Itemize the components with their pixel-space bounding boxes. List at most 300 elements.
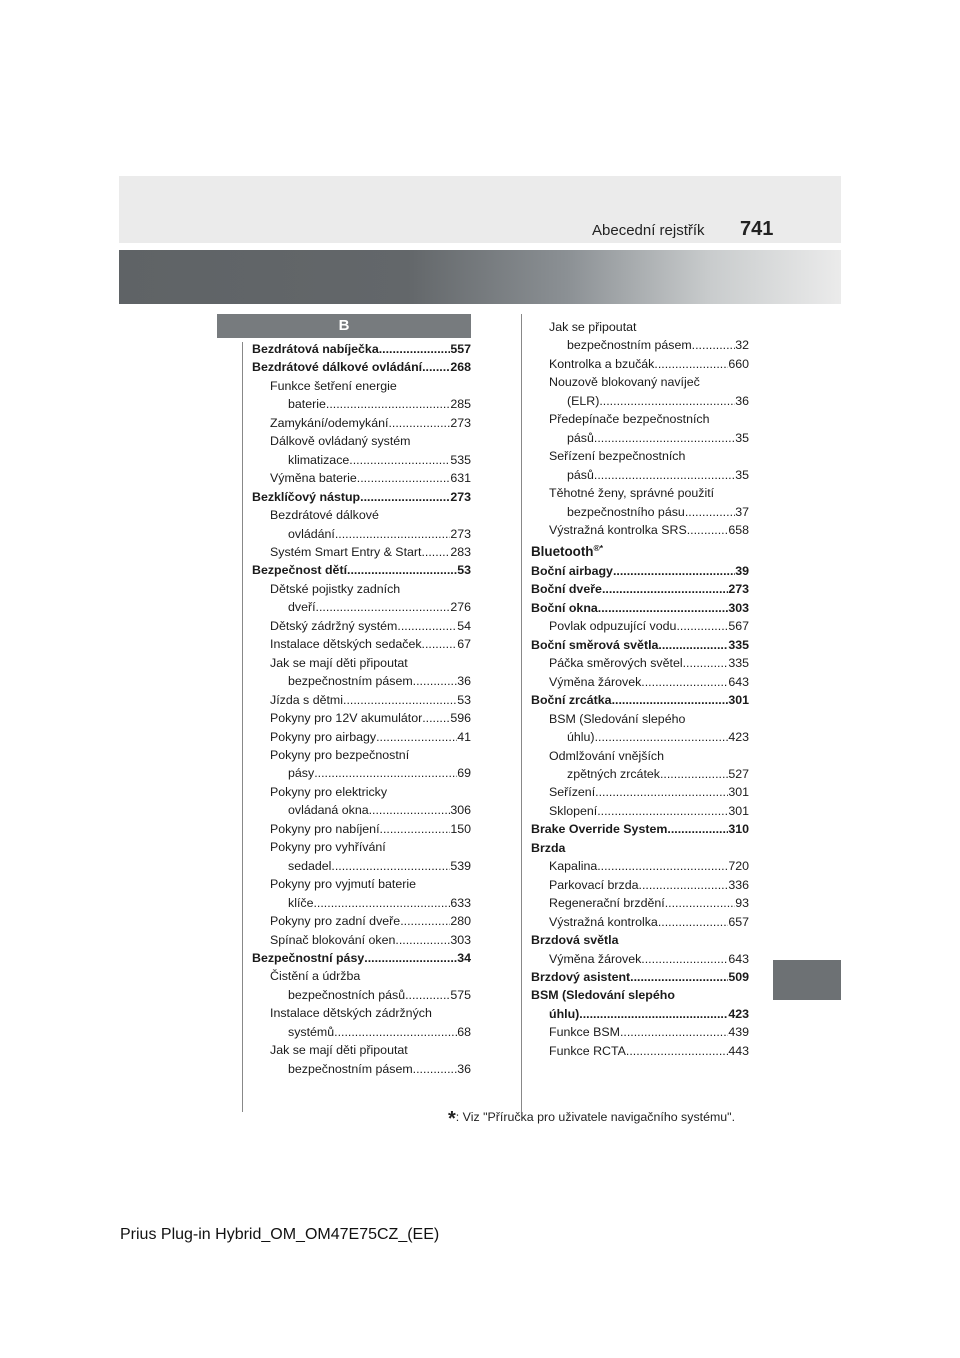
index-entry [531, 654, 749, 672]
index-entry [531, 539, 749, 562]
entry-page-ref: 310 [728, 822, 749, 837]
entry-line [270, 931, 471, 949]
index-entry [531, 876, 749, 894]
entry-text-line: BSM (Sledování slepého [531, 988, 675, 1003]
entry-term: Bezdrátová nabíječka [252, 342, 379, 356]
index-entry [252, 691, 471, 709]
entry-page-ref: 539 [450, 858, 471, 873]
dot-leader [595, 783, 728, 801]
dot-leader [597, 802, 728, 820]
entry-term: Výstražná kontrolka SRS [549, 522, 687, 537]
entry-page-ref: 335 [728, 637, 749, 652]
entry-term: Brake Override System [531, 822, 668, 837]
entry-line [270, 820, 471, 838]
index-entry [531, 617, 749, 635]
entry-line [549, 950, 749, 968]
entry-term: bezpečnostního pásu [567, 504, 685, 519]
index-entry [531, 355, 749, 373]
entry-page-ref: 32 [735, 338, 749, 353]
index-entry [531, 968, 749, 986]
entry-term: Boční směrová světla [531, 637, 659, 652]
index-entry [252, 358, 471, 376]
entry-line [549, 857, 749, 875]
entry-page-ref: 69 [457, 766, 471, 781]
dot-leader [613, 562, 735, 580]
index-entry [531, 820, 749, 838]
footnote [448, 1108, 735, 1131]
entry-line [549, 1042, 749, 1060]
entry-term: Boční airbagy [531, 564, 613, 579]
index-entry [531, 410, 749, 447]
index-entry [531, 673, 749, 691]
dot-leader [676, 617, 728, 635]
entry-line [549, 392, 749, 410]
entry-line [531, 562, 749, 580]
entry-page-ref: 273 [450, 489, 471, 504]
entry-superscript: ®* [593, 543, 604, 554]
entry-line [549, 521, 749, 539]
entry-term: bezpečnostním pásem [288, 1061, 413, 1076]
entry-term: zpětných zrcátek [567, 767, 660, 781]
entry-page-ref: 285 [450, 397, 471, 412]
entry-term: dveří [288, 600, 316, 615]
entry-page-ref: 276 [450, 600, 471, 615]
index-entry [531, 710, 749, 747]
entry-page-ref: 423 [728, 1006, 749, 1021]
entry-text-line: Seřízení bezpečnostních [549, 449, 686, 464]
index-entry [531, 691, 749, 709]
entry-page-ref: 36 [457, 1061, 471, 1076]
entry-line [549, 802, 749, 820]
entry-line [270, 764, 471, 782]
dot-leader [597, 857, 728, 875]
dot-leader [641, 673, 728, 691]
dot-leader [685, 503, 735, 521]
index-entry [531, 562, 749, 580]
index-entry [252, 635, 471, 653]
entry-heading: Brzdová světla [531, 933, 619, 948]
entry-line [252, 340, 471, 358]
entry-term: Brzdový asistent [531, 969, 631, 984]
index-entry [531, 484, 749, 521]
entry-term: úhlu) [567, 730, 595, 745]
index-entry [252, 561, 471, 579]
entry-line [549, 429, 749, 447]
dot-leader [665, 894, 735, 912]
entry-line [270, 986, 471, 1004]
entry-term: Výměna žárovek [549, 951, 642, 966]
entry-page-ref: 36 [457, 674, 471, 689]
footnote-text: : Viz "Příručka pro uživatele navigačního systému". [455, 1110, 736, 1124]
entry-term: Dětský zádržný systém [270, 618, 398, 633]
entry-page-ref: 527 [728, 767, 749, 781]
entry-line [270, 709, 471, 727]
entry-page-ref: 301 [728, 785, 749, 800]
dot-leader [598, 599, 729, 617]
index-entry [252, 709, 471, 727]
index-entry [252, 912, 471, 930]
dot-leader [326, 395, 450, 413]
header-gradient-band [119, 250, 841, 304]
entry-page-ref: 36 [735, 393, 749, 408]
entry-line [531, 636, 749, 654]
entry-term: Bezpečnost dětí [252, 563, 348, 578]
entry-line [252, 488, 471, 506]
entry-term: bezpečnostních pásů [288, 987, 406, 1002]
dot-leader [594, 466, 735, 484]
entry-line [549, 765, 749, 783]
entry-line [549, 728, 749, 746]
entry-term: pásů [567, 430, 594, 445]
entry-term: Výměna žárovek [549, 674, 642, 689]
index-entry [252, 543, 471, 561]
entry-page-ref: 273 [450, 526, 471, 541]
index-entry [531, 747, 749, 784]
index-entry [531, 931, 749, 949]
entry-line [549, 783, 749, 801]
entry-page-ref: 301 [728, 803, 749, 818]
entry-page-ref: 306 [450, 803, 471, 818]
index-entry [531, 1042, 749, 1060]
index-entry [531, 373, 749, 410]
index-entry [531, 1023, 749, 1041]
index-entry [252, 783, 471, 820]
entry-page-ref: 35 [735, 467, 749, 482]
dot-leader [334, 1023, 457, 1041]
dot-leader [641, 950, 728, 968]
entry-term: bezpečnostním pásem [288, 674, 413, 689]
dot-leader [413, 1060, 458, 1078]
entry-term: systémů [288, 1024, 335, 1039]
entry-text-line: Pokyny pro vyhřívání [270, 840, 386, 855]
entry-page-ref: 273 [450, 415, 471, 430]
entry-term: baterie [288, 397, 326, 412]
entry-line [270, 617, 471, 635]
dot-leader [620, 1023, 728, 1041]
index-entry [252, 488, 471, 506]
entry-page-ref: 596 [450, 711, 471, 726]
index-entry [531, 447, 749, 484]
entry-page-ref: 720 [728, 859, 749, 874]
entry-term: Instalace dětských sedaček [270, 637, 422, 652]
entry-term: Výměna baterie [270, 471, 357, 486]
page-number: 741 [740, 218, 774, 240]
entry-term: Povlak odpuzující vodu [549, 619, 677, 634]
entry-line [531, 1005, 749, 1023]
entry-page-ref: 567 [728, 619, 749, 634]
dot-leader [660, 765, 728, 783]
entry-term: Sklopení [549, 803, 598, 818]
entry-line [549, 336, 749, 354]
entry-text-line: Pokyny pro vyjmutí baterie [270, 877, 416, 892]
entry-term: klimatizace [288, 452, 350, 467]
entry-line [549, 466, 749, 484]
entry-text-line: Pokyny pro elektricky [270, 784, 388, 799]
entry-term: pásy [288, 766, 315, 781]
index-entry [531, 839, 749, 857]
entry-term: Boční dveře [531, 582, 602, 597]
entry-line [270, 728, 471, 746]
entry-line [270, 691, 471, 709]
entry-line [549, 673, 749, 691]
entry-line [531, 580, 749, 598]
dot-leader [595, 728, 729, 746]
dot-leader [400, 912, 450, 930]
entry-heading: Brzda [531, 840, 566, 855]
entry-term: Bezklíčový nástup [252, 489, 361, 504]
dot-leader [422, 709, 450, 727]
entry-page-ref: 557 [450, 342, 471, 356]
entry-page-ref: 280 [450, 914, 471, 929]
entry-text-line: Jak se připoutat [549, 320, 637, 334]
index-entry [252, 728, 471, 746]
entry-line [270, 395, 471, 413]
index-column-right [531, 318, 749, 1060]
manual-id-footer: Prius Plug-in Hybrid_OM_OM47E75CZ_(EE) [120, 1226, 440, 1243]
entry-line [549, 1023, 749, 1041]
entry-text-line: Předepínače bezpečnostních [549, 412, 710, 427]
entry-line [270, 1023, 471, 1041]
dot-leader [658, 913, 729, 931]
column-rule-left [242, 342, 243, 1112]
entry-line [270, 414, 471, 432]
dot-leader [313, 894, 450, 912]
dot-leader [413, 672, 458, 690]
entry-term: Bezdrátové dálkové ovládání [252, 360, 423, 375]
entry-line [549, 913, 749, 931]
entry-page-ref: 575 [450, 987, 471, 1002]
entry-text-line: Pokyny pro bezpečnostní [270, 747, 410, 762]
dot-leader [335, 525, 450, 543]
dot-leader [347, 561, 457, 579]
entry-page-ref: 443 [728, 1043, 749, 1058]
index-entry [531, 857, 749, 875]
entry-term: Výstražná kontrolka [549, 914, 658, 929]
dot-leader [343, 691, 457, 709]
entry-page-ref: 660 [728, 356, 749, 371]
entry-page-ref: 657 [728, 914, 749, 929]
entry-page-ref: 631 [450, 471, 471, 486]
entry-term: ovládání [288, 526, 335, 541]
entry-term: Pokyny pro zadní dveře [270, 914, 401, 929]
entry-page-ref: 423 [728, 730, 749, 745]
entry-page-ref: 37 [735, 504, 749, 519]
dot-leader [349, 451, 450, 469]
entry-line [531, 691, 749, 709]
index-entry [252, 949, 471, 967]
entry-line [270, 525, 471, 543]
entry-page-ref: 336 [728, 877, 749, 892]
section-title: Abecední rejstřík [592, 222, 705, 239]
entry-line [270, 543, 471, 561]
index-entry [252, 967, 471, 1004]
index-entry [252, 1004, 471, 1041]
dot-leader [630, 968, 728, 986]
entry-line [270, 469, 471, 487]
entry-term: Parkovací brzda [549, 877, 639, 892]
entry-term: sedadel [288, 858, 332, 873]
dot-leader [422, 635, 458, 653]
entry-text-line: Bezdrátové dálkové [270, 508, 379, 523]
entry-term: Regenerační brzdění [549, 896, 665, 911]
dot-leader [658, 636, 728, 654]
entry-page-ref: 68 [457, 1024, 471, 1039]
entry-page-ref: 301 [728, 693, 749, 708]
entry-line [549, 894, 749, 912]
entry-line [549, 876, 749, 894]
entry-term: Kapalina [549, 859, 598, 874]
dot-leader [687, 521, 729, 539]
entry-text-line: Nouzově blokovaný navíječ [549, 375, 700, 390]
entry-term: Pokyny pro airbagy [270, 729, 377, 744]
entry-page-ref: 439 [728, 1025, 749, 1040]
entry-page-ref: 535 [450, 452, 471, 467]
entry-line [531, 599, 749, 617]
entry-page-ref: 509 [728, 969, 749, 984]
entry-page-ref: 34 [457, 950, 471, 965]
index-entry [531, 318, 749, 355]
dot-leader [421, 543, 450, 561]
entry-text-line: Instalace dětských zádržných [270, 1006, 432, 1021]
dot-leader [654, 355, 728, 373]
index-entry [531, 913, 749, 931]
entry-page-ref: 53 [457, 692, 471, 707]
dot-leader [379, 340, 451, 358]
header-bar [119, 176, 841, 243]
entry-term: Kontrolka a bzučák [549, 356, 655, 371]
entry-page-ref: 35 [735, 430, 749, 445]
dot-leader [599, 392, 735, 410]
dot-leader [683, 654, 729, 672]
entry-term: úhlu) [549, 1006, 580, 1021]
entry-text-line: Čistění a údržba [270, 969, 361, 984]
entry-term: ovládaná okna [288, 803, 369, 818]
entry-line [549, 654, 749, 672]
entry-page-ref: 41 [457, 729, 471, 744]
entry-term: Seřízení [549, 785, 596, 800]
index-entry [252, 654, 471, 691]
index-entry [531, 599, 749, 617]
entry-term: bezpečnostním pásem [567, 338, 692, 353]
entry-page-ref: 643 [728, 674, 749, 689]
entry-page-ref: 54 [457, 618, 471, 633]
dot-leader [639, 876, 729, 894]
entry-line [270, 912, 471, 930]
index-entry [252, 580, 471, 617]
entry-line [270, 451, 471, 469]
index-entry [531, 521, 749, 539]
index-entry [252, 838, 471, 875]
index-column-left [252, 340, 471, 1078]
entry-term: Funkce BSM [549, 1025, 620, 1040]
index-entry [531, 580, 749, 598]
index-entry [531, 950, 749, 968]
entry-term: klíče [288, 895, 314, 910]
entry-line [531, 820, 749, 838]
column-rule-middle [521, 314, 522, 1112]
index-entry [252, 931, 471, 949]
entry-page-ref: 303 [450, 932, 471, 947]
dot-leader [380, 820, 451, 838]
entry-text-line: Dětské pojistky zadních [270, 581, 401, 596]
entry-heading: Bluetooth [531, 544, 594, 560]
entry-term: Zamykání/odemykání [270, 415, 389, 430]
dot-leader [316, 598, 451, 616]
entry-text-line: Jak se mají děti připoutat [270, 655, 408, 670]
dot-leader [360, 488, 450, 506]
entry-term: Spínač blokování oken [270, 932, 396, 947]
entry-page-ref: 273 [728, 582, 749, 597]
section-thumb-tab [773, 960, 841, 1000]
index-entry [252, 875, 471, 912]
entry-line [252, 561, 471, 579]
dot-leader [405, 986, 450, 1004]
dot-leader [422, 358, 450, 376]
entry-page-ref: 658 [728, 522, 749, 537]
index-entry [531, 636, 749, 654]
entry-line [549, 355, 749, 373]
footnote-star: * [448, 1108, 456, 1130]
entry-term: Boční zrcátka [531, 693, 612, 708]
dot-leader [395, 931, 450, 949]
entry-page-ref: 283 [450, 544, 471, 559]
dot-leader [369, 801, 451, 819]
entry-line [252, 949, 471, 967]
entry-page-ref: 67 [457, 637, 471, 652]
dot-leader [314, 764, 457, 782]
dot-leader [692, 336, 736, 354]
entry-line [531, 968, 749, 986]
entry-text-line: BSM (Sledování slepého [549, 711, 686, 726]
entry-text-line: Funkce šetření energie [270, 378, 397, 393]
dot-leader [594, 429, 735, 447]
dot-leader [388, 414, 450, 432]
entry-term: Pokyny pro nabíjení [270, 821, 380, 836]
index-entry [531, 802, 749, 820]
index-entry [531, 894, 749, 912]
entry-line [252, 358, 471, 376]
dot-leader [364, 949, 457, 967]
entry-text-line: Jak se mají děti připoutat [270, 1043, 408, 1058]
entry-line [549, 503, 749, 521]
entry-line [270, 598, 471, 616]
entry-page-ref: 335 [728, 656, 749, 671]
entry-line [270, 857, 471, 875]
entry-term: Boční okna [531, 600, 598, 615]
dot-leader [357, 469, 451, 487]
index-letter-heading: B [217, 314, 471, 338]
dot-leader [397, 617, 457, 635]
index-entry [252, 469, 471, 487]
entry-line [270, 672, 471, 690]
entry-text-line: Odmlžování vnějších [549, 748, 665, 763]
entry-page-ref: 643 [728, 951, 749, 966]
index-entry [252, 617, 471, 635]
dot-leader [667, 820, 728, 838]
dot-leader [579, 1005, 728, 1023]
index-entry [252, 746, 471, 783]
entry-term: Pokyny pro 12V akumulátor [270, 711, 423, 726]
entry-line [270, 635, 471, 653]
entry-page-ref: 93 [735, 896, 749, 911]
entry-term: Jízda s dětmi [270, 692, 343, 707]
index-entry [252, 432, 471, 469]
index-entry [252, 340, 471, 358]
index-entry [531, 783, 749, 801]
entry-term: Bezpečnostní pásy [252, 950, 365, 965]
index-entry [252, 820, 471, 838]
entry-page-ref: 303 [728, 600, 749, 615]
